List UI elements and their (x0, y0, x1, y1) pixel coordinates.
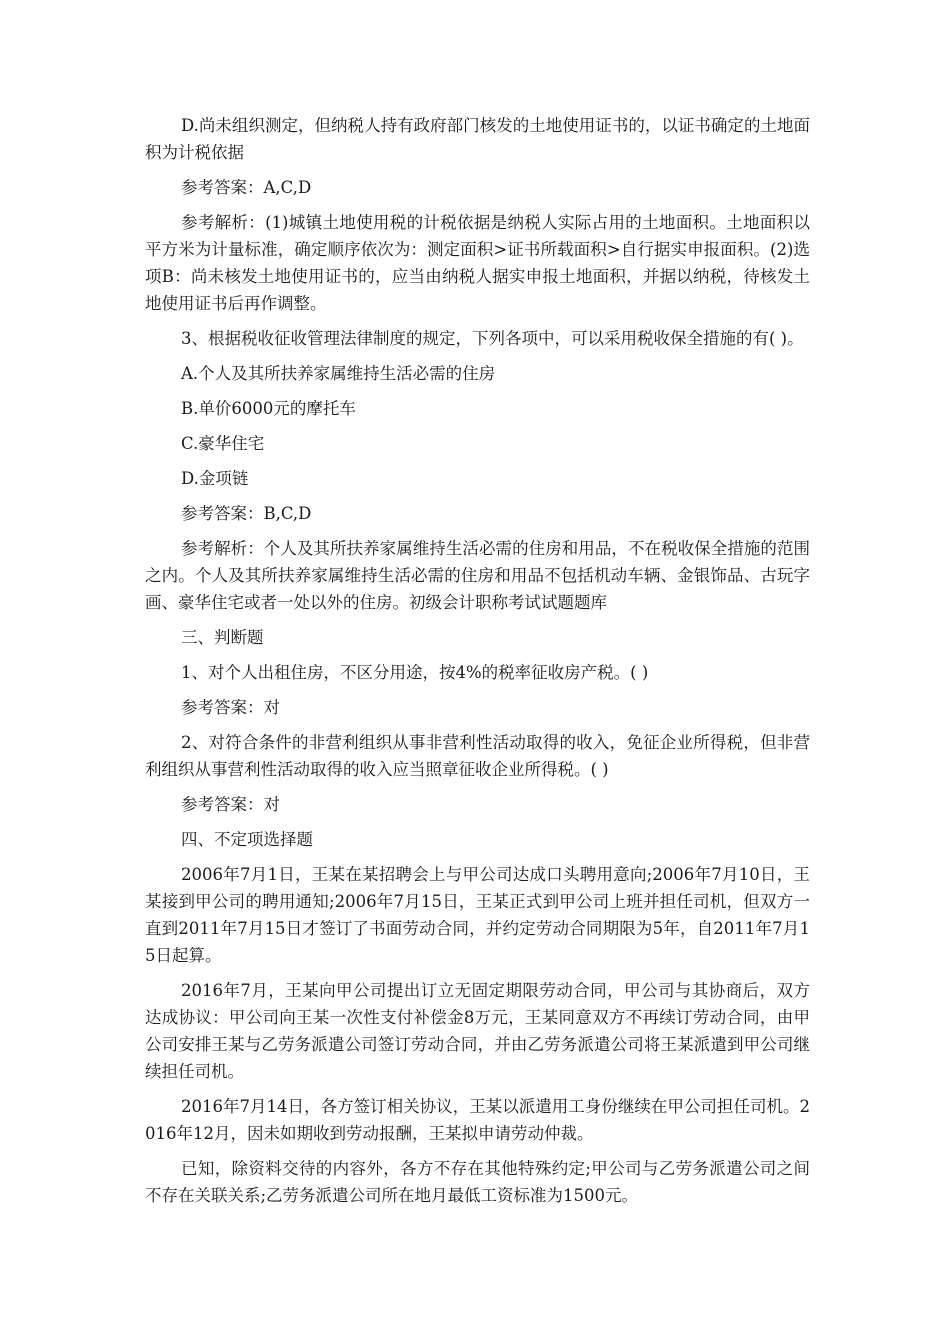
explanation-q2: 参考解析：(1)城镇土地使用税的计税依据是纳税人实际占用的土地面积。土地面积以平方米为计量标准，确定顺序依次为：测定面积>证书所载面积>自行据实申报面积。(2)选项B：尚未核发土地使用证书的，应当由纳税人据实申报土地面积，并据以纳税，待核发土地使用证书后再作调整。 (145, 213, 810, 313)
case-paragraph-3: 2016年7月14日，各方签订相关协议，王某以派遣用工身份继续在甲公司担任司机。2016年12月，因未如期收到劳动报酬，王某拟申请劳动仲裁。 (145, 1097, 810, 1143)
case-paragraph-4: 已知，除资料交待的内容外，各方不存在其他特殊约定;甲公司与乙劳务派遣公司之间不存在关联关系;乙劳务派遣公司所在地月最低工资标准为1500元。 (145, 1159, 810, 1205)
case-paragraph-2: 2016年7月，王某向甲公司提出订立无固定期限劳动合同，甲公司与其协商后，双方达成协议：甲公司向王某一次性支付补偿金8万元，王某同意双方不再续订劳动合同，由甲公司安排王某与乙劳务派遣公司签订劳动合同，并由乙劳务派遣公司将王某派遣到甲公司继续担任司机。 (145, 981, 810, 1081)
option-a: A.个人及其所扶养家属维持生活必需的住房 (181, 364, 496, 383)
explanation-q3: 参考解析：个人及其所扶养家属维持生活必需的住房和用品，不在税收保全措施的范围之内。个人及其所扶养家属维持生活必需的住房和用品不包括机动车辆、金银饰品、古玩字画、豪华住宅或者一处以外的住房。初级会计职称考试试题题库 (145, 539, 810, 612)
case-paragraph-1: 2006年7月1日，王某在某招聘会上与甲公司达成口头聘用意向;2006年7月10日，王某接到甲公司的聘用通知;2006年7月15日，王某正式到甲公司上班并担任司机，但双方一直到2011年7月15日才签订了书面劳动合同，并约定劳动合同期限为5年，自2011年7月15日起算。 (145, 865, 810, 965)
option-b: B.单价6000元的摩托车 (181, 399, 356, 418)
answer-q2: 参考答案：A,C,D (181, 178, 312, 197)
document-body (145, 112, 810, 1217)
judgement-answer-2: 参考答案：对 (181, 795, 280, 814)
answer-q3: 参考答案：B,C,D (181, 504, 312, 523)
judgement-question-1: 1、对个人出租住房，不区分用途，按4%的税率征收房产税。( ) (181, 663, 649, 682)
judgement-answer-1: 参考答案：对 (181, 698, 280, 717)
option-d: D.金项链 (181, 469, 249, 488)
option-d-text: D.尚未组织测定，但纳税人持有政府部门核发的土地使用证书的，以证书确定的土地面积为计税依据 (145, 116, 810, 162)
question-3: 3、根据税收征收管理法律制度的规定，下列各项中，可以采用税收保全措施的有( )。 (181, 329, 804, 348)
section-heading-judgement: 三、判断题 (181, 628, 264, 647)
section-heading-indefinite: 四、不定项选择题 (181, 830, 313, 849)
judgement-question-2: 2、对符合条件的非营利组织从事非营利性活动取得的收入，免征企业所得税，但非营利组织从事营利性活动取得的收入应当照章征收企业所得税。( ) (145, 733, 810, 779)
option-c: C.豪华住宅 (181, 434, 265, 453)
